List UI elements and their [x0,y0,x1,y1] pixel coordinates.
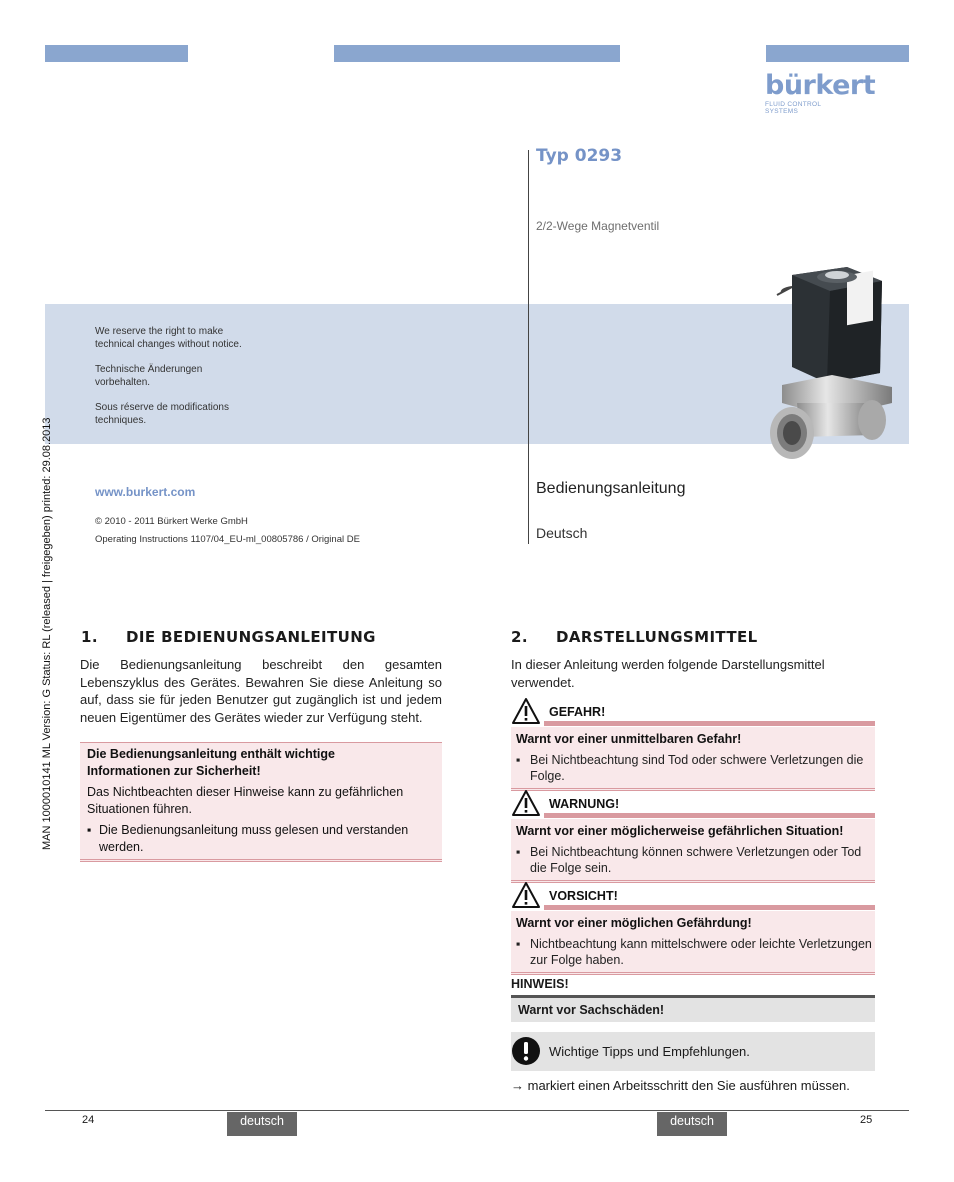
caution-title: VORSICHT! [549,889,618,903]
document-title: Bedienungsanleitung [536,480,686,497]
danger-bullet-text: Bei Nichtbeachtung sind Tod oder schwere Verletzungen die Folge. [530,753,864,783]
caution-bullet: ▪ Nichtbeachtung kann mittelschwere oder leichte Verletzungen zur Folge haben. [516,937,872,967]
safety-info-bullet: ▪ Die Bedienungsanleitung muss gelesen und verstanden werden. [87,823,409,854]
danger-title: GEFAHR! [549,705,606,719]
operating-instructions-id: Operating Instructions 1107/04_EU-ml_00805786 / Original DE [95,534,360,545]
top-bar-right [766,45,909,62]
caution-headline: Warnt vor einer möglichen Gefährdung! [516,916,752,930]
section-1-intro: Die Bedienungsanleitung beschreibt den gesamten Lebenszyklus des Gerätes. Bewahren Sie diese Anleitung so auf, dass sie für jeden Benutzer gut zugänglich ist und jedem neuen Eigentümer des Gerätes wieder zur Verfügung steht. [80,657,442,725]
caution-box [511,881,875,975]
page-number-right: 25 [860,1114,873,1126]
notice-headline: Warnt vor Sachschäden! [518,1003,665,1017]
language-tab-right: deutsch [657,1112,727,1136]
danger-box [511,697,875,791]
section-2-number: 2. [511,628,528,646]
notice-de: Technische Änderungen vorbehalten. [95,364,203,388]
safety-info-bullet-text: Die Bedienungsanleitung muss gelesen und verstanden werden. [99,823,409,854]
copyright: © 2010 - 2011 Bürkert Werke GmbH [95,516,248,527]
safety-info-text: Das Nichtbeachten dieser Hinweise kann zu gefährlichen Situationen führen. [87,785,404,816]
arrow-right-icon: → [511,1078,524,1093]
warning-triangle-icon [511,789,541,817]
notice-en: We reserve the right to make technical changes without notice. [95,326,242,350]
exclamation-icon [511,1036,541,1066]
step-arrow-line [511,1078,850,1093]
safety-info-title: Die Bedienungsanleitung enthält wichtige Informationen zur Sicherheit! [87,747,335,778]
warning-title: WARNUNG! [549,797,620,811]
danger-headline: Warnt vor einer unmittelbaren Gefahr! [516,732,742,746]
step-arrow-text: markiert einen Arbeitsschritt den Sie ausführen müssen. [527,1078,850,1093]
tips-box [511,1032,875,1071]
document-language: Deutsch [536,525,588,541]
danger-bullet: ▪ Bei Nichtbeachtung sind Tod oder schwere Verletzungen die Folge. [516,753,864,783]
section-1-number: 1. [81,628,98,646]
product-subtitle: 2/2-Wege Magnetventil [536,219,660,233]
warning-bar [544,813,875,818]
top-bar-left [45,45,188,62]
page-number-left: 24 [82,1114,95,1126]
section-1-title: DIE BEDIENUNGSANLEITUNG [126,628,376,646]
tips-text: Wichtige Tipps und Empfehlungen. [549,1044,750,1059]
section-2-title: DARSTELLUNGSMITTEL [556,628,758,646]
warning-box [511,789,875,883]
brand-tagline: FLUID CONTROL SYSTEMS [765,101,822,115]
brand-logo [765,70,876,115]
top-bar-center [334,45,620,62]
website-link[interactable]: www.burkert.com [95,485,196,499]
language-tab-left: deutsch [227,1112,297,1136]
solenoid-valve-image [752,255,897,465]
safety-info-box [80,742,442,862]
warning-triangle-icon [511,697,541,725]
warning-bullet: ▪ Bei Nichtbeachtung können schwere Verletzungen oder Tod die Folge sein. [516,845,862,875]
brand-name: bürkert [765,70,876,101]
notice-box [511,998,875,1022]
product-type: Typ 0293 [536,146,623,166]
notice-title: HINWEIS! [511,977,569,991]
section-2-heading [511,628,758,646]
warning-bullet-text: Bei Nichtbeachtung können schwere Verletzungen oder Tod die Folge sein. [530,845,862,875]
cover-divider [528,150,529,544]
side-metadata: MAN 1000010141 ML Version: G Status: RL (released | freigegeben) printed: 29.08.2013 [41,417,53,850]
warning-headline: Warnt vor einer möglicherweise gefährlichen Situation! [516,824,844,838]
danger-bar [544,721,875,726]
warning-triangle-icon [511,881,541,909]
caution-bullet-text: Nichtbeachtung kann mittelschwere oder leichte Verletzungen zur Folge haben. [530,937,872,967]
section-2-intro: In dieser Anleitung werden folgende Darstellungsmittel verwendet. [511,657,825,690]
footer-line [45,1110,909,1111]
notice-fr: Sous réserve de modifications techniques. [95,402,229,426]
section-1-heading [81,628,376,646]
caution-bar [544,905,875,910]
